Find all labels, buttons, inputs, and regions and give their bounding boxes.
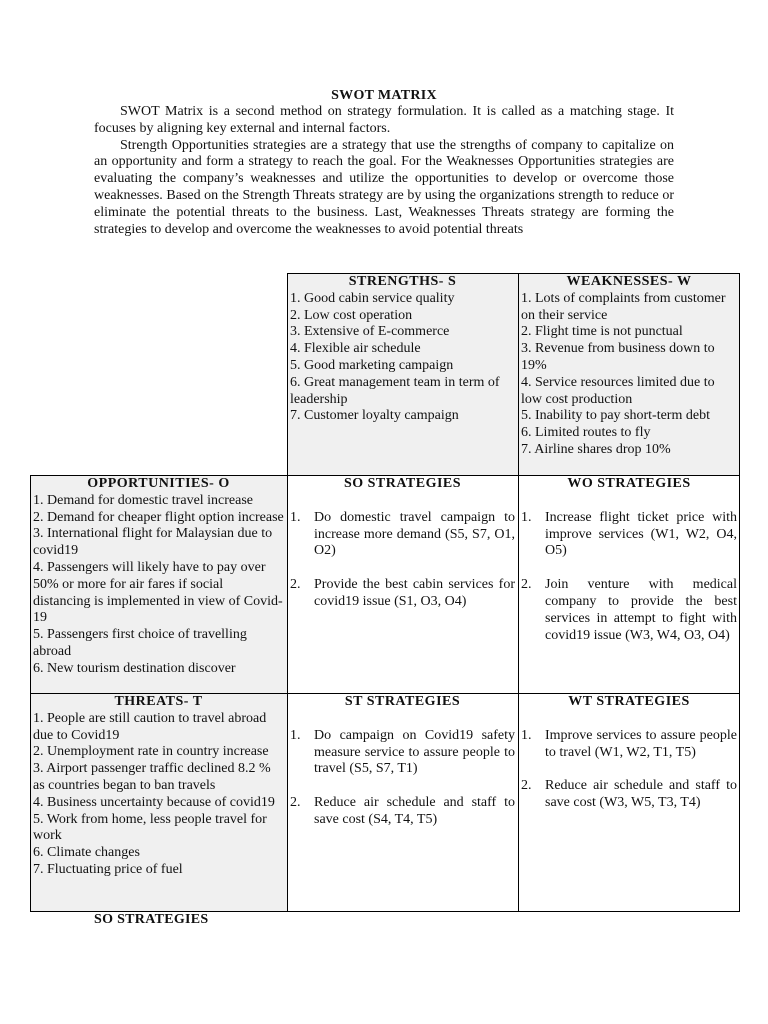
strategy-item	[521, 577, 737, 644]
list-item: 6. Great management team in term of leadership	[290, 374, 500, 407]
strategy-text: Reduce air schedule and staff to save cost (S4, T4, T5)	[314, 795, 515, 827]
strategy-item	[521, 510, 737, 560]
so-strategies-heading: SO STRATEGIES	[343, 476, 462, 491]
intro-paragraph-1: SWOT Matrix is a second method on strategy formulation. It is called as a matching stage. It focuses by aligning key external and internal factors.	[94, 104, 674, 136]
so-strategies-cell	[287, 475, 518, 693]
list-item: 4. Passengers will likely have to pay over 50% or more for air fares if social distancing is implemented in view of Covid-19	[33, 559, 283, 626]
grid-line-row2	[30, 693, 740, 694]
grid-line-col2	[518, 273, 519, 912]
grid-line-row1	[30, 475, 740, 476]
intro-text	[94, 104, 674, 238]
strategy-text: Increase flight ticket price with improve services (W1, W2, O4, O5)	[545, 509, 737, 559]
wt-strategies-cell	[518, 693, 740, 912]
grid-line-left	[30, 475, 31, 912]
strategy-item	[521, 728, 737, 762]
strategy-text: Do campaign on Covid19 safety measure service to assure people to travel (S5, S7, T1)	[314, 727, 515, 777]
strategy-number: 2.	[521, 577, 532, 593]
list-item: 6. Climate changes	[33, 845, 140, 861]
grid-line-right	[739, 273, 740, 912]
wo-strategies-cell	[518, 475, 740, 693]
strategy-text: Provide the best cabin services for covid19 issue (S1, O3, O4)	[314, 577, 515, 609]
wo-strategies-heading: WO STRATEGIES	[567, 476, 691, 491]
threats-heading: THREATS- T	[114, 694, 203, 709]
list-item: 2. Demand for cheaper flight option increase	[33, 509, 284, 525]
strategy-item	[290, 510, 515, 560]
list-item: 1. Demand for domestic travel increase	[33, 492, 254, 508]
strengths-cell	[287, 273, 518, 475]
wt-strategies-list	[521, 728, 737, 812]
weaknesses-list	[521, 291, 737, 459]
list-item: 7. Airline shares drop 10%	[521, 441, 671, 457]
list-item: 4. Flexible air schedule	[290, 341, 421, 357]
footer-heading: SO STRATEGIES	[94, 912, 209, 927]
list-item: 3. Revenue from business down to 19%	[521, 341, 715, 373]
opportunities-cell	[30, 475, 287, 693]
strategy-number: 1.	[290, 727, 301, 743]
list-item: 3. International flight for Malaysian due to covid19	[33, 526, 273, 559]
list-item: 5. Passengers first choice of travelling abroad	[33, 627, 247, 659]
grid-line-top	[287, 273, 740, 274]
st-strategies-cell	[287, 693, 518, 912]
list-item: 6. Limited routes to fly	[521, 425, 651, 441]
list-item: 1. Lots of complaints from customer on their service	[521, 290, 726, 323]
st-strategies-list	[290, 728, 515, 829]
intro-paragraph-2: Strength Opportunities strategies are a strategy that use the strengths of company to capitalize on an opportunity and form a strategy to reach the goal. For the Weaknesses Opportunities strategies are evaluating the company’s weaknesses and utilize the opportunities to develop or overcome those weaknesses. Based on the Strength Threats strategy are by using the organizations strength to reduce or eliminate the potential threats to the business. Last, Weaknesses Threats strategy are forming the strategies to develop and overcome the weaknesses to avoid potential threats	[94, 137, 674, 237]
list-item: 2. Unemployment rate in country increase	[33, 744, 269, 760]
wo-strategies-list	[521, 510, 737, 645]
list-item: 5. Inability to pay short-term debt	[521, 408, 710, 424]
list-item: 1. Good cabin service quality	[290, 290, 455, 306]
list-item: 6. New tourism destination discover	[33, 660, 236, 676]
strategy-item	[290, 728, 515, 778]
document-title: SWOT MATRIX	[331, 88, 437, 103]
so-strategies-list	[290, 510, 515, 611]
strengths-list	[290, 291, 515, 425]
list-item: 4. Service resources limited due to low cost production	[521, 374, 715, 407]
threats-list	[33, 711, 284, 879]
list-item: 7. Customer loyalty campaign	[290, 408, 459, 424]
list-item: 3. Airport passenger traffic declined 8.2 % as countries began to ban travels	[33, 761, 271, 793]
strategy-number: 1.	[521, 727, 532, 743]
strategy-text: Improve services to assure people to travel (W1, W2, T1, T5)	[545, 727, 737, 760]
strategy-number: 2.	[290, 795, 301, 811]
strategy-number: 2.	[290, 577, 301, 593]
list-item: 4. Business uncertainty because of covid19	[33, 794, 275, 810]
strategy-number: 1.	[290, 509, 301, 525]
strategy-text: Do domestic travel campaign to increase more demand (S5, S7, O1, O2)	[314, 509, 515, 559]
wt-strategies-heading: WT STRATEGIES	[568, 694, 690, 709]
list-item: 2. Flight time is not punctual	[521, 324, 683, 340]
opportunities-heading: OPPORTUNITIES- O	[87, 476, 230, 491]
strategy-item	[290, 577, 515, 611]
strategy-text: Join venture with medical company to provide the best services in attempt to fight with covid19 issue (W3, W4, O3, O4)	[545, 577, 737, 643]
strategy-item	[521, 778, 737, 812]
strategy-item	[290, 795, 515, 829]
list-item: 7. Fluctuating price of fuel	[33, 861, 183, 877]
strategy-number: 2.	[521, 778, 532, 794]
list-item: 1. People are still caution to travel abroad due to Covid19	[33, 710, 267, 743]
threats-cell	[30, 693, 287, 912]
strategy-number: 1.	[521, 509, 532, 525]
grid-line-col1	[287, 273, 288, 912]
strategy-text: Reduce air schedule and staff to save cost (W3, W5, T3, T4)	[545, 778, 737, 811]
st-strategies-heading: ST STRATEGIES	[344, 694, 461, 709]
weaknesses-cell	[518, 273, 740, 475]
list-item: 5. Work from home, less people travel for work	[33, 811, 267, 844]
list-item: 3. Extensive of E-commerce	[290, 324, 450, 340]
weaknesses-heading: WEAKNESSES- W	[566, 274, 692, 289]
opportunities-list	[33, 493, 284, 678]
strengths-heading: STRENGTHS- S	[348, 274, 457, 289]
list-item: 5. Good marketing campaign	[290, 357, 454, 373]
list-item: 2. Low cost operation	[290, 307, 413, 323]
